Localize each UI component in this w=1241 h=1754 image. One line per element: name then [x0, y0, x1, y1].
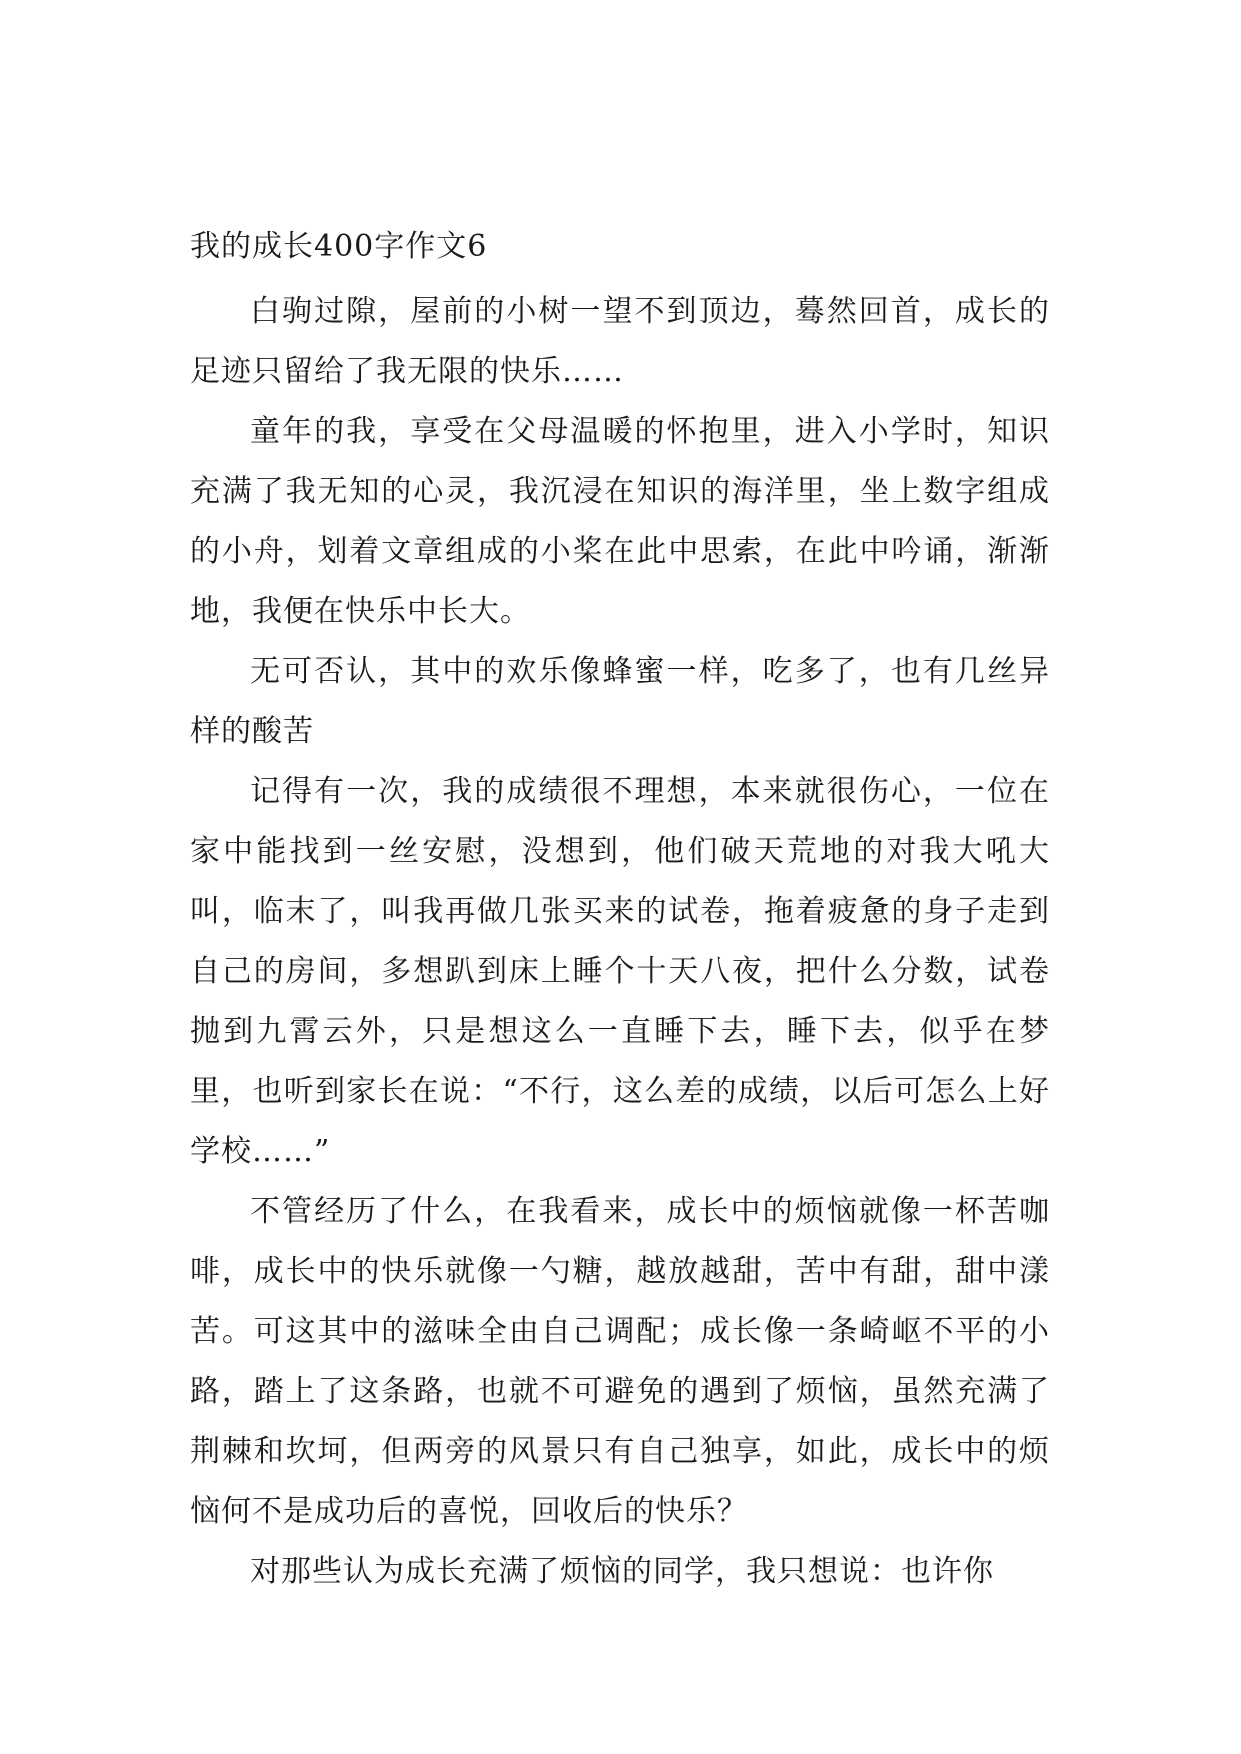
- paragraph: 记得有一次，我的成绩很不理想，本来就很伤心，一位在家中能找到一丝安慰，没想到，他们破天荒地的对我大吼大叫，临末了，叫我再做几张买来的试卷，拖着疲惫的身子走到自己的房间，多想趴到床上睡个十天八夜，把什么分数，试卷抛到九霄云外，只是想这么一直睡下去，睡下去，似乎在梦里，也听到家长在说：“不行，这么差的成绩，以后可怎么上好学校……”: [190, 774, 1050, 1169]
- paragraph: 白驹过隙，屋前的小树一望不到顶边，蓦然回首，成长的足迹只留给了我无限的快乐……: [190, 294, 1050, 389]
- essay-title: 我的成长400字作文6: [190, 229, 488, 264]
- document-body: [190, 220, 1050, 1602]
- paragraph: 不管经历了什么，在我看来，成长中的烦恼就像一杯苦咖啡，成长中的快乐就像一勺糖，越放越甜，苦中有甜，甜中漾苦。可这其中的滋味全由自己调配；成长像一条崎岖不平的小路，踏上了这条路，也就不可避免的遇到了烦恼，虽然充满了荆棘和坎坷，但两旁的风景只有自己独享，如此，成长中的烦恼何不是成功后的喜悦，回收后的快乐？: [190, 1194, 1050, 1529]
- paragraph: 对那些认为成长充满了烦恼的同学，我只想说：也许你: [250, 1554, 994, 1589]
- paragraph: 童年的我，享受在父母温暖的怀抱里，进入小学时，知识充满了我无知的心灵，我沉浸在知识的海洋里，坐上数字组成的小舟，划着文章组成的小桨在此中思索，在此中吟诵，渐渐地，我便在快乐中长大。: [190, 414, 1050, 629]
- paragraph: 无可否认，其中的欢乐像蜂蜜一样，吃多了，也有几丝异样的酸苦: [190, 654, 1050, 749]
